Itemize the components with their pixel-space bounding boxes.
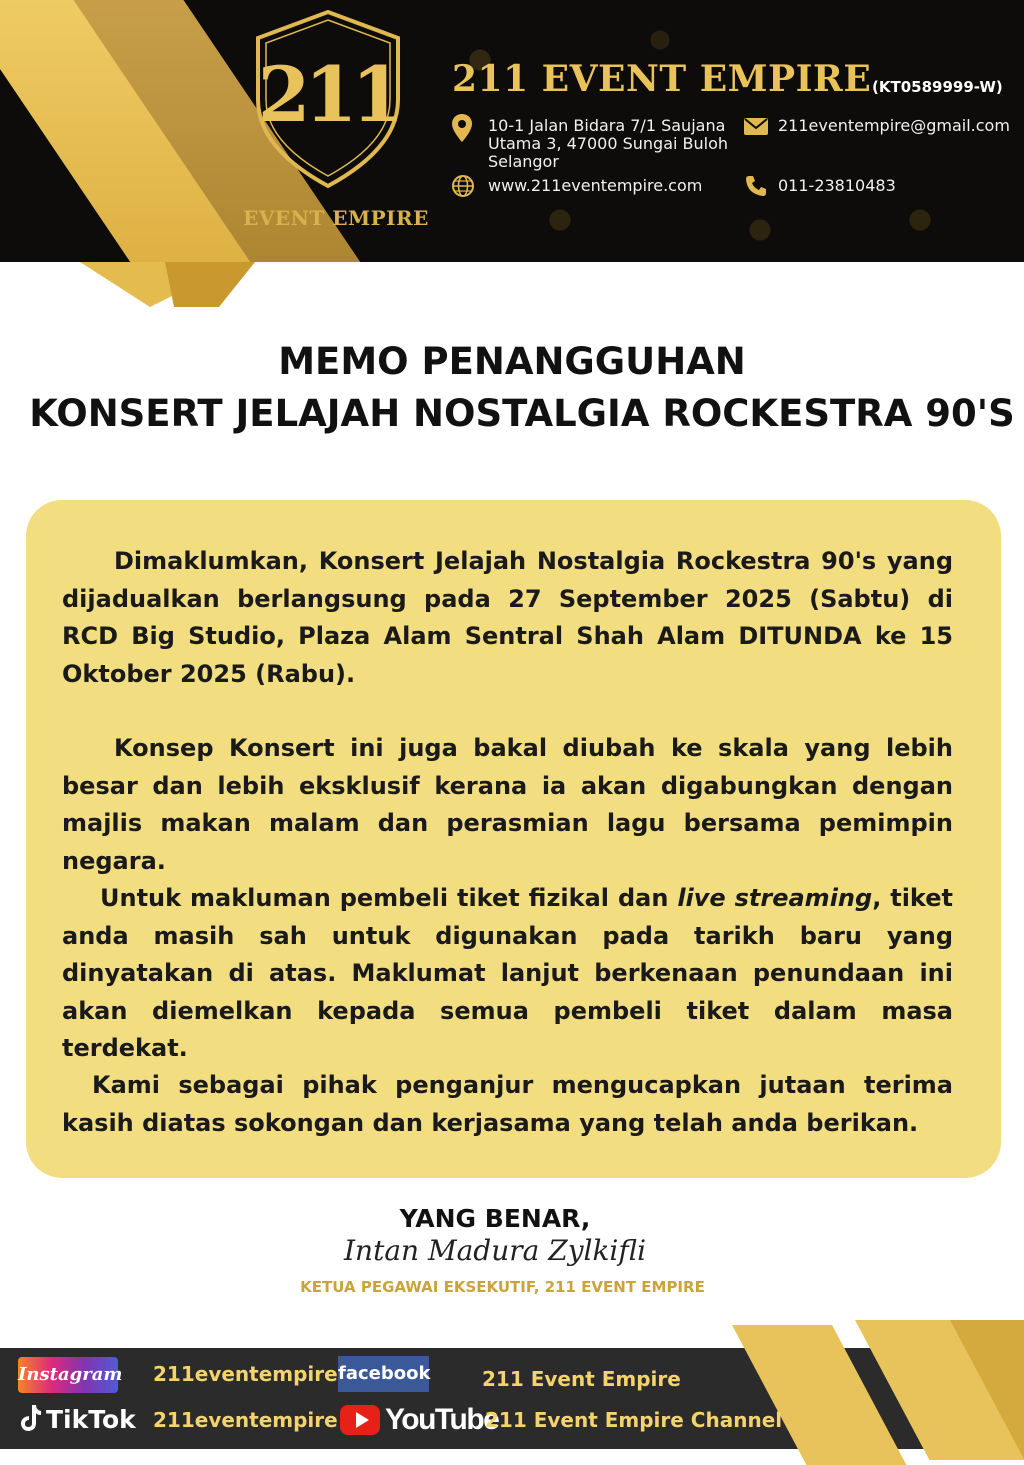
closing-salutation: YANG BENAR,	[399, 1204, 591, 1233]
handwritten-signature: Intan Madura Zylkifli	[343, 1234, 647, 1267]
logo-number: 211	[257, 50, 399, 139]
company-name: 211 EVENT EMPIRE	[452, 58, 872, 100]
location-pin-icon	[452, 114, 472, 142]
header-banner	[0, 0, 1024, 262]
company-phone[interactable]: 011-23810483	[778, 176, 896, 195]
facebook-handle[interactable]: 211 Event Empire	[482, 1367, 681, 1391]
memo-title: MEMO PENANGGUHAN	[278, 340, 746, 383]
tiktok-logo[interactable]: TikTok	[46, 1405, 136, 1434]
instagram-handle[interactable]: 211eventempire	[153, 1362, 338, 1386]
gold-stripe-tail	[165, 262, 255, 307]
registration-number: (KT0589999-W)	[872, 78, 1003, 96]
globe-icon	[452, 175, 474, 197]
phone-icon	[745, 175, 767, 197]
paragraph-3-text: , tiket anda masih sah untuk digunakan pada tarikh baru yang dinyatakan di atas. Maklumat lanjut berkenaan penundaan ini akan diemelkan kepada semua pembeli tiket dalam masa terdekat.	[62, 884, 953, 1062]
company-website[interactable]: www.211eventempire.com	[488, 176, 703, 195]
memo-paragraph-3	[62, 880, 953, 1068]
youtube-play-triangle	[356, 1412, 369, 1428]
memo-paragraph-4: Kami sebagai pihak penganjur mengucapkan jutaan terima kasih diatas sokongan dan kerjasama yang telah anda berikan.	[62, 1071, 953, 1137]
signatory-role: KETUA PEGAWAI EKSEKUTIF, 211 EVENT EMPIRE	[300, 1278, 705, 1296]
instagram-logo[interactable]: Instagram	[18, 1357, 118, 1393]
mail-icon	[744, 118, 768, 135]
logo-subtitle: EVENT EMPIRE	[243, 206, 429, 230]
paragraph-3-italic: live streaming	[677, 884, 873, 912]
tiktok-icon	[20, 1404, 42, 1432]
company-address: 10-1 Jalan Bidara 7/1 Saujana Utama 3, 47000 Sungai Buloh Selangor	[488, 116, 729, 171]
paragraph-3-text: Untuk makluman pembeli tiket fizikal dan	[100, 884, 678, 912]
youtube-handle[interactable]: 211 Event Empire Channel	[485, 1408, 783, 1432]
memo-paragraph-2: Konsep Konsert ini juga bakal diubah ke skala yang lebih besar dan lebih eksklusif kerana ia akan digabungkan dengan majlis makan malam dan perasmian lagu bersama pemimpin negara.	[62, 734, 953, 875]
tiktok-handle[interactable]: 211eventempire	[153, 1408, 338, 1432]
facebook-logo[interactable]: facebook	[338, 1356, 429, 1392]
youtube-logo[interactable]: YouTube	[385, 1403, 499, 1436]
memo-subtitle: KONSERT JELAJAH NOSTALGIA ROCKESTRA 90'S	[29, 392, 1015, 435]
company-email[interactable]: 211eventempire@gmail.com	[778, 116, 1010, 135]
memo-paragraph-1: Dimaklumkan, Konsert Jelajah Nostalgia Rockestra 90's yang dijadualkan berlangsung pada 27 September 2025 (Sabtu) di RCD Big Studio, Plaza Alam Sentral Shah Alam DITUNDA ke 15 Oktober 2025 (Rabu).	[62, 547, 953, 688]
